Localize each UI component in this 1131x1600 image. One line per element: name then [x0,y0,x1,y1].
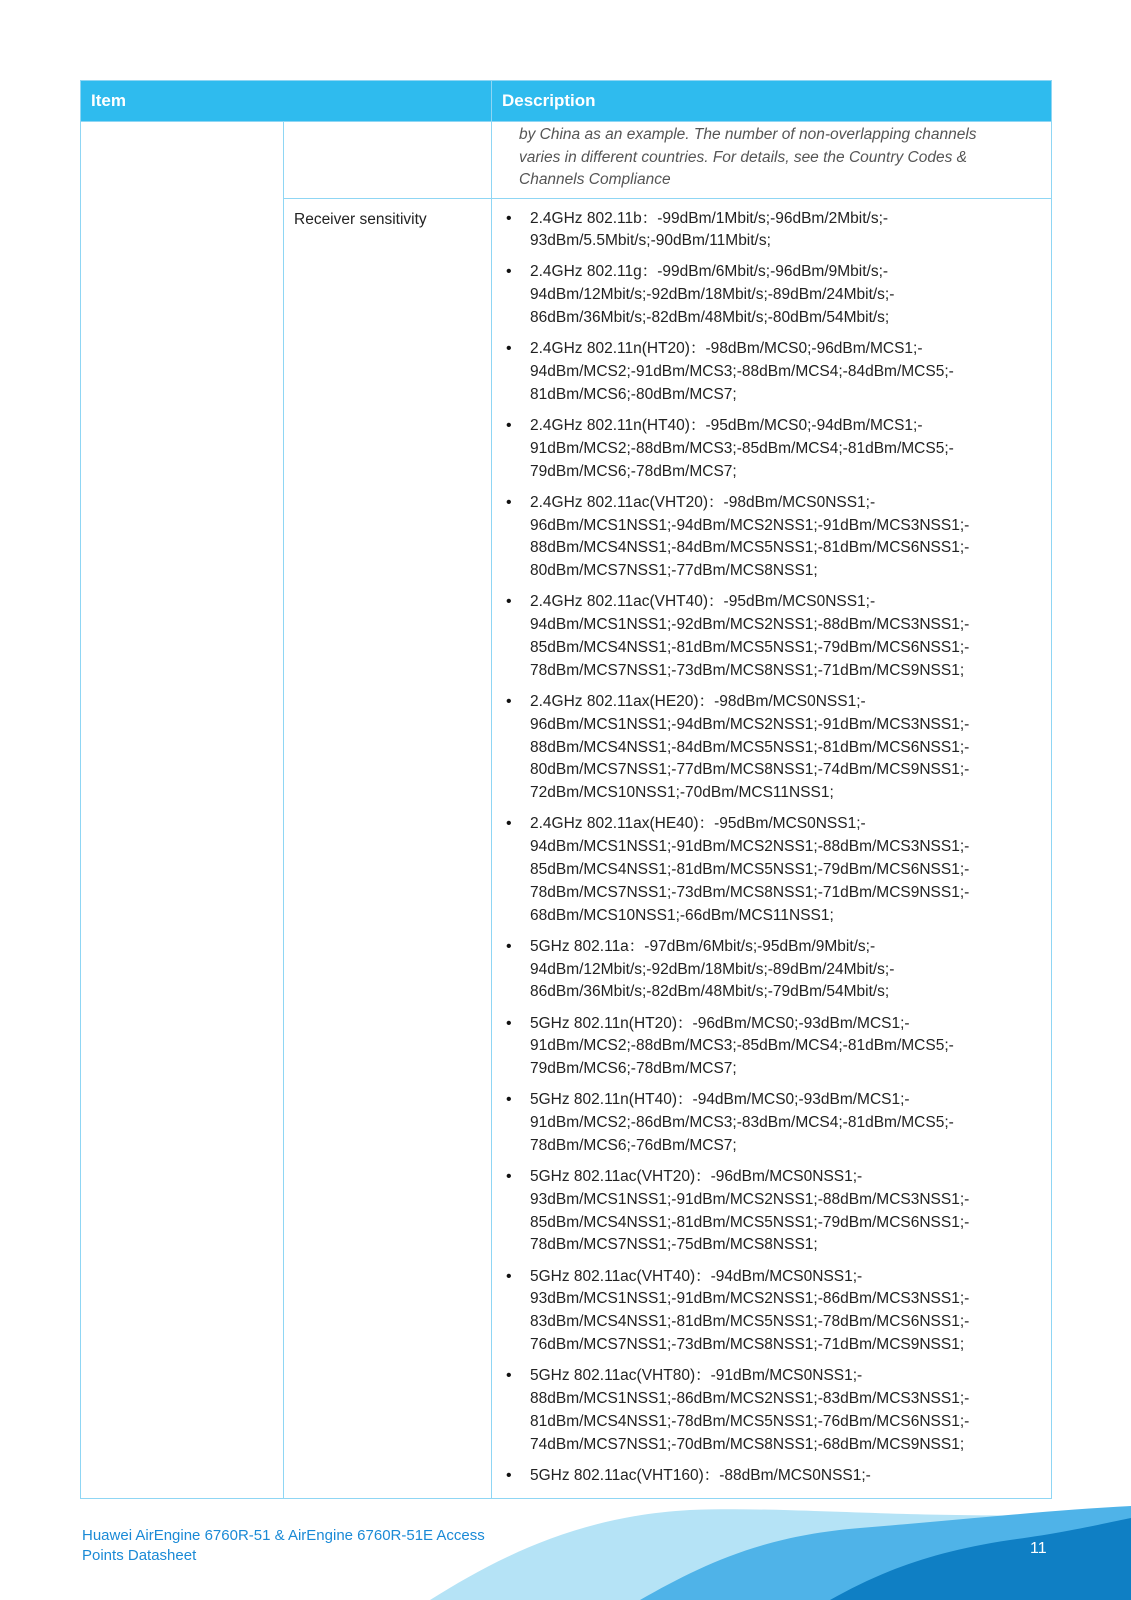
sensitivity-line: 78dBm/MCS7NSS1;-75dBm/MCS8NSS1; [530,1236,818,1254]
sensitivity-line: 93dBm/MCS1NSS1;-91dBm/MCS2NSS1;-86dBm/MCS3NSS1;- [530,1290,970,1308]
sensitivity-line: 93dBm/MCS1NSS1;-91dBm/MCS2NSS1;-88dBm/MCS3NSS1;- [530,1190,970,1208]
sensitivity-line: • 2.4GHz 802.11g：-99dBm/6Mbit/s;-96dBm/9Mbit/s;- [530,263,889,281]
sensitivity-line: 91dBm/MCS2;-86dBm/MCS3;-83dBm/MCS4;-81dBm/MCS5;- [530,1114,954,1132]
sensitivity-line: 80dBm/MCS7NSS1;-77dBm/MCS8NSS1;-74dBm/MCS9NSS1;- [530,761,970,779]
sensitivity-item [506,591,1033,682]
sensitivity-line: • 2.4GHz 802.11n(HT40)：-95dBm/MCS0;-94dBm/MCS1;- [530,417,923,435]
subitem-cell-empty [284,122,492,199]
sensitivity-line: 86dBm/36Mbit/s;-82dBm/48Mbit/s;-80dBm/54Mbit/s; [530,309,890,327]
sensitivity-item [506,1089,1033,1157]
subitem-label: Receiver sensitivity [294,210,427,228]
header-description: Description [492,81,1052,122]
sensitivity-item [506,208,1033,254]
sensitivity-item [506,813,1033,927]
sensitivity-line: 81dBm/MCS6;-80dBm/MCS7; [530,385,737,403]
page-number: 11 [1030,1540,1047,1557]
sensitivity-line: • 5GHz 802.11n(HT40)：-94dBm/MCS0;-93dBm/MCS1;- [530,1091,910,1109]
sensitivity-line: • 2.4GHz 802.11ac(VHT40)：-95dBm/MCS0NSS1;- [530,593,876,611]
continuation-note [492,122,1052,199]
sensitivity-line: 85dBm/MCS4NSS1;-81dBm/MCS5NSS1;-79dBm/MCS6NSS1;- [530,860,970,878]
sensitivity-item [506,936,1033,1004]
sensitivity-line: 91dBm/MCS2;-88dBm/MCS3;-85dBm/MCS4;-81dBm/MCS5;- [530,439,954,457]
sensitivity-line: • 5GHz 802.11ac(VHT20)：-96dBm/MCS0NSS1;- [530,1168,863,1186]
sensitivity-line: 79dBm/MCS6;-78dBm/MCS7; [530,1060,737,1078]
sensitivity-line: 78dBm/MCS7NSS1;-73dBm/MCS8NSS1;-71dBm/MCS9NSS1; [530,661,965,679]
sensitivity-line: • 5GHz 802.11ac(VHT160)：-88dBm/MCS0NSS1;- [530,1466,871,1484]
sensitivity-line: 85dBm/MCS4NSS1;-81dBm/MCS5NSS1;-79dBm/MCS6NSS1;- [530,1213,970,1231]
table-row-continuation [81,122,1052,199]
sensitivity-line: 86dBm/36Mbit/s;-82dBm/48Mbit/s;-79dBm/54Mbit/s; [530,983,890,1001]
sensitivity-item [506,1365,1033,1456]
sensitivity-line: • 5GHz 802.11n(HT20)：-96dBm/MCS0;-93dBm/MCS1;- [530,1014,910,1032]
sensitivity-line: 91dBm/MCS2;-88dBm/MCS3;-85dBm/MCS4;-81dBm/MCS5;- [530,1037,954,1055]
sensitivity-line: 94dBm/12Mbit/s;-92dBm/18Mbit/s;-89dBm/24Mbit/s;- [530,960,895,978]
note-line: varies in different countries. For details, see the Country Codes & [519,148,967,166]
sensitivity-line: 88dBm/MCS1NSS1;-86dBm/MCS2NSS1;-83dBm/MCS3NSS1;- [530,1390,970,1408]
sensitivity-line: 74dBm/MCS7NSS1;-70dBm/MCS8NSS1;-68dBm/MCS9NSS1; [530,1435,965,1453]
sensitivity-line: 94dBm/MCS1NSS1;-92dBm/MCS2NSS1;-88dBm/MCS3NSS1;- [530,616,970,634]
item-cell [81,122,284,1499]
sensitivity-line: 80dBm/MCS7NSS1;-77dBm/MCS8NSS1; [530,562,818,580]
subitem-cell [284,198,492,1499]
sensitivity-line: • 2.4GHz 802.11n(HT20)：-98dBm/MCS0;-96dBm/MCS1;- [530,340,923,358]
sensitivity-line: • 5GHz 802.11ac(VHT80)：-91dBm/MCS0NSS1;- [530,1367,863,1385]
sensitivity-item [506,338,1033,406]
sensitivity-line: • 2.4GHz 802.11b：-99dBm/1Mbit/s;-96dBm/2Mbit/s;- [530,209,889,227]
sensitivity-line: 72dBm/MCS10NSS1;-70dBm/MCS11NSS1; [530,784,834,802]
sensitivity-line: 79dBm/MCS6;-78dBm/MCS7; [530,462,737,480]
sensitivity-item [506,1465,1033,1488]
spec-table [80,80,1052,1499]
sensitivity-item [506,492,1033,583]
table-header-row [81,81,1052,122]
sensitivity-line: 68dBm/MCS10NSS1;-66dBm/MCS11NSS1; [530,906,834,924]
footer-title-line: Huawei AirEngine 6760R-51 & AirEngine 6760R-51E Access [82,1527,485,1544]
note-text [492,122,1051,198]
sensitivity-line: 78dBm/MCS6;-76dBm/MCS7; [530,1136,737,1154]
sensitivity-line: • 2.4GHz 802.11ax(HE40)：-95dBm/MCS0NSS1;- [530,815,866,833]
footer-title-line: Points Datasheet [82,1547,197,1564]
sensitivity-line: • 5GHz 802.11ac(VHT40)：-94dBm/MCS0NSS1;- [530,1267,863,1285]
sensitivity-item [506,261,1033,329]
sensitivity-line: 88dBm/MCS4NSS1;-84dBm/MCS5NSS1;-81dBm/MCS6NSS1;- [530,738,970,756]
sensitivity-line: • 5GHz 802.11a：-97dBm/6Mbit/s;-95dBm/9Mbit/s;- [530,937,876,955]
sensitivity-line: • 2.4GHz 802.11ax(HE20)：-98dBm/MCS0NSS1;- [530,692,866,710]
sensitivity-line: • 2.4GHz 802.11ac(VHT20)：-98dBm/MCS0NSS1;- [530,493,876,511]
sensitivity-item [506,1266,1033,1357]
sensitivity-line: 81dBm/MCS4NSS1;-78dBm/MCS5NSS1;-76dBm/MCS6NSS1;- [530,1412,970,1430]
sensitivity-line: 94dBm/12Mbit/s;-92dBm/18Mbit/s;-89dBm/24Mbit/s;- [530,286,895,304]
description-cell [492,198,1052,1499]
sensitivity-line: 76dBm/MCS7NSS1;-73dBm/MCS8NSS1;-71dBm/MCS9NSS1; [530,1336,965,1354]
sensitivity-line: 94dBm/MCS2;-91dBm/MCS3;-88dBm/MCS4;-84dBm/MCS5;- [530,363,954,381]
sensitivity-line: 78dBm/MCS7NSS1;-73dBm/MCS8NSS1;-71dBm/MCS9NSS1;- [530,883,970,901]
sensitivity-line: 88dBm/MCS4NSS1;-84dBm/MCS5NSS1;-81dBm/MCS6NSS1;- [530,539,970,557]
sensitivity-line: 96dBm/MCS1NSS1;-94dBm/MCS2NSS1;-91dBm/MCS3NSS1;- [530,715,970,733]
sensitivity-line: 93dBm/5.5Mbit/s;-90dBm/11Mbit/s; [530,232,771,250]
note-line: Channels Compliance [519,171,671,188]
sensitivity-line: 85dBm/MCS4NSS1;-81dBm/MCS5NSS1;-79dBm/MCS6NSS1;- [530,639,970,656]
sensitivity-line: 83dBm/MCS4NSS1;-81dBm/MCS5NSS1;-78dBm/MCS6NSS1;- [530,1313,970,1331]
sensitivity-list [492,199,1051,1499]
header-item: Item [81,81,492,122]
sensitivity-item [506,691,1033,805]
sensitivity-item [506,415,1033,483]
sensitivity-item [506,1166,1033,1257]
sensitivity-item [506,1013,1033,1081]
sensitivity-line: 96dBm/MCS1NSS1;-94dBm/MCS2NSS1;-91dBm/MCS3NSS1;- [530,516,970,534]
note-line: by China as an example. The number of non-overlapping channels [519,126,977,143]
sensitivity-line: 94dBm/MCS1NSS1;-91dBm/MCS2NSS1;-88dBm/MCS3NSS1;- [530,838,970,856]
footer-document-title [82,1526,485,1566]
